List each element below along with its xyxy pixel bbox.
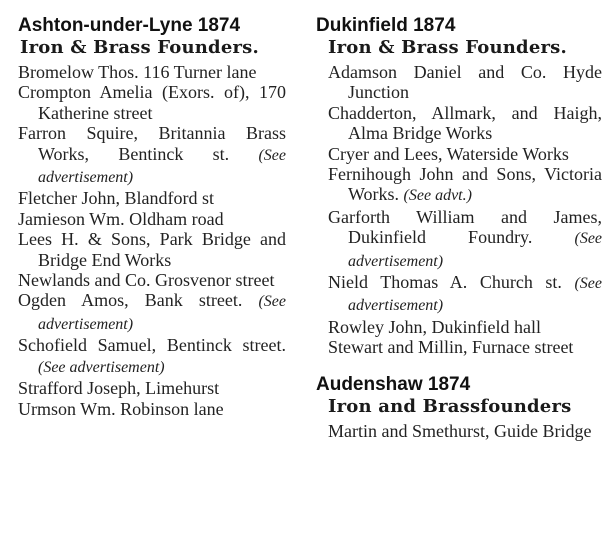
directory-entry — [328, 164, 602, 207]
entry-text: Newlands and Co. Grosvenor street — [18, 270, 275, 291]
directory-entry — [328, 207, 602, 272]
directory-entry — [18, 378, 286, 398]
directory-entry — [328, 144, 602, 164]
see-advertisement-note: (See advertisement) — [348, 230, 603, 270]
directory-entry — [18, 123, 286, 188]
right-column — [316, 0, 602, 441]
entry-text: Strafford Joseph, Limehurst — [18, 378, 220, 399]
entry-text: Nield Thomas A. Church st. — [328, 272, 562, 293]
entry-text: Fletcher John, Blandford st — [18, 188, 214, 209]
directory-entry — [328, 103, 602, 144]
entry-text: Rowley John, Dukinfield hall — [328, 316, 541, 337]
entry-text: Lees H. & Sons, Park Bridge and Bridge End Works — [18, 229, 286, 270]
dukinfield-entries — [316, 62, 602, 358]
entry-text: Crompton Amelia (Exors. of), 170 Katherine street — [18, 82, 286, 123]
entry-text: Stewart and Millin, Furnace street — [328, 337, 574, 358]
see-advertisement-note: (See advertisement) — [348, 275, 602, 315]
directory-entry — [18, 399, 286, 419]
ashton-heading: Iron & Brass Founders. — [20, 37, 259, 58]
entry-text: Fernihough John and Sons, Victoria Works. — [328, 164, 602, 205]
ashton-title: Ashton-under-Lyne 1874 — [18, 15, 241, 36]
dukinfield-heading: Iron & Brass Founders. — [328, 37, 567, 58]
entry-text: Garforth William and James, Dukinfield Foundry. — [328, 206, 602, 248]
directory-entry — [18, 290, 286, 335]
dukinfield-title: Dukinfield 1874 — [316, 15, 456, 36]
ashton-column — [18, 0, 286, 419]
directory-entry — [18, 270, 286, 290]
directory-entry — [18, 82, 286, 123]
directory-entry — [328, 317, 602, 337]
audenshaw-section — [316, 374, 602, 441]
entry-text: Cryer and Lees, Waterside Works — [328, 143, 569, 164]
directory-entry — [328, 337, 602, 357]
directory-entry — [18, 209, 286, 229]
entry-text: Chadderton, Allmark, and Haigh, Alma Bridge Works — [328, 102, 602, 144]
directory-entry — [18, 229, 286, 270]
see-advertisement-note: (See advertisement) — [38, 358, 165, 376]
dukinfield-section — [316, 15, 602, 358]
directory-entry — [18, 335, 286, 378]
directory-entry — [18, 188, 286, 208]
entry-text: Farron Squire, Britannia Brass Works, Bentinck st. — [18, 123, 286, 164]
directory-entry — [328, 421, 602, 441]
directory-entry — [328, 62, 602, 103]
entry-text: Martin and Smethurst, Guide Bridge — [328, 420, 592, 441]
see-advertisement-note: (See advertisement) — [38, 293, 286, 333]
see-advertisement-note: (See advt.) — [403, 187, 472, 205]
entry-text: Schofield Samuel, Bentinck street. — [18, 335, 286, 356]
entry-text: Ogden Amos, Bank street. — [18, 290, 243, 311]
audenshaw-heading: Iron and Brassfounders — [328, 395, 572, 417]
audenshaw-entries — [316, 421, 602, 441]
entry-text: Bromelow Thos. 116 Turner lane — [18, 62, 257, 82]
entry-text: Adamson Daniel and Co. Hyde Junction — [328, 62, 602, 103]
directory-entry — [18, 62, 286, 82]
entry-text: Jamieson Wm. Oldham road — [18, 208, 224, 229]
ashton-entries — [18, 62, 286, 419]
directory-entry — [328, 272, 602, 317]
see-advertisement-note: (See advertisement) — [38, 146, 286, 187]
audenshaw-title: Audenshaw 1874 — [316, 373, 471, 395]
entry-text: Urmson Wm. Robinson lane — [18, 398, 224, 419]
